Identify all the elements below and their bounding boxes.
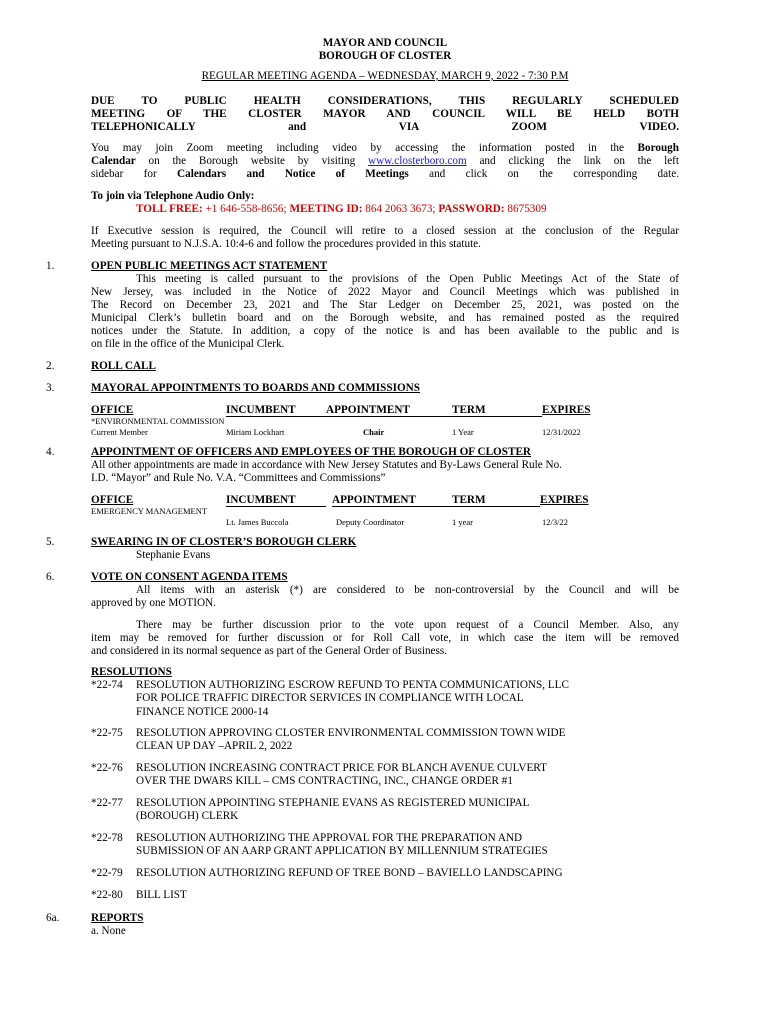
row-term-3: 1 Year xyxy=(452,427,474,437)
col-appointment-4: APPOINTMENT xyxy=(332,494,452,507)
notice-line-1: DUE TO PUBLIC HEALTH CONSIDERATIONS, THIS REGULARLY SCHEDULED xyxy=(91,95,679,107)
opma-line-6: on file in the office of the Municipal Clerk. xyxy=(91,338,285,350)
resolution-number: *22-78 xyxy=(91,832,123,844)
row-appointment-4: Deputy Coordinator xyxy=(336,517,405,527)
row-expires-3: 12/31/2022 xyxy=(542,427,581,437)
opma-line-5: notices under the Statute. In addition, a copy of the notice is and has been available to the public and is xyxy=(91,325,679,337)
appt-line-2: I.D. “Mayor” and Rule No. V.A. “Committees and Commissions” xyxy=(91,472,386,484)
col-expires-4: EXPIRES xyxy=(540,494,589,506)
resolution-number: *22-80 xyxy=(91,889,123,901)
resolution-number: *22-76 xyxy=(91,762,123,774)
toll-free-value: +1 646-558-8656; xyxy=(202,203,290,215)
agenda-title: REGULAR MEETING AGENDA – WEDNESDAY, MARCH 9, 2022 - 7:30 P.M xyxy=(201,70,569,82)
row-office-3: Current Member xyxy=(91,427,148,437)
header-line-2: BOROUGH OF CLOSTER xyxy=(318,50,452,62)
consent-p1-line-2: approved by one MOTION. xyxy=(91,597,216,609)
resolution-line: OVER THE DWARS KILL – CMS CONTRACTING, INC., CHANGE ORDER #1 xyxy=(136,775,513,788)
item-title-6: VOTE ON CONSENT AGENDA ITEMS xyxy=(91,571,288,583)
consent-p2-line-2: item may be removed for further discussion or for Roll Call vote, in which case the item will be removed xyxy=(91,632,679,644)
resolution-line: (BOROUGH) CLERK xyxy=(136,810,239,823)
reports-none: a. None xyxy=(91,925,126,937)
resolution-number: *22-74 xyxy=(91,679,123,691)
resolution-number: *22-77 xyxy=(91,797,123,809)
toll-free-label: TOLL FREE: xyxy=(136,203,203,215)
item-title-3: MAYORAL APPOINTMENTS TO BOARDS AND COMMISSIONS xyxy=(91,382,420,394)
col-incumbent-3: INCUMBENT xyxy=(226,404,326,417)
resolution-line: SUBMISSION OF AN AARP GRANT APPLICATION BY MILLENNIUM STRATEGIES xyxy=(136,845,548,858)
resolution-line: RESOLUTION APPROVING CLOSTER ENVIRONMENTAL COMMISSION TOWN WIDE xyxy=(136,727,566,739)
item-number-6: 6. xyxy=(46,571,55,583)
clerk-name: Stephanie Evans xyxy=(136,549,211,561)
row-incumbent-4: Lt. James Buccola xyxy=(226,517,289,527)
item-number-5: 5. xyxy=(46,536,55,548)
item-number-4: 4. xyxy=(46,446,55,458)
col-office-3: OFFICE xyxy=(91,404,134,416)
opma-line-1: This meeting is called pursuant to the provisions of the Open Public Meetings Act of the State of xyxy=(136,273,679,285)
item-title-6a: REPORTS xyxy=(91,912,144,924)
col-term-4: TERM xyxy=(452,494,540,507)
resolution-line: RESOLUTION AUTHORIZING THE APPROVAL FOR THE PREPARATION AND xyxy=(136,832,523,844)
appt-line-1: All other appointments are made in accordance with New Jersey Statutes and By-Laws General Rule No. xyxy=(91,459,562,471)
row-expires-4: 12/3/22 xyxy=(542,517,568,527)
resolutions-title: RESOLUTIONS xyxy=(91,666,172,678)
group-emergency-management: EMERGENCY MANAGEMENT xyxy=(91,506,208,516)
resolution-text xyxy=(136,832,696,859)
resolution-line: RESOLUTION INCREASING CONTRACT PRICE FOR BLANCH AVENUE CULVERT xyxy=(136,762,547,774)
zoom-line-2 xyxy=(91,155,679,168)
col-office-4: OFFICE xyxy=(91,494,134,506)
notice-line-2: MEETING OF THE CLOSTER MAYOR AND COUNCIL WILL BE HELD BOTH xyxy=(91,108,679,120)
password-value: 8675309 xyxy=(504,203,547,215)
item-title-5: SWEARING IN OF CLOSTER’S BOROUGH CLERK xyxy=(91,536,357,548)
consent-p2-line-3: and considered in its normal sequence as part of the General Order of Business. xyxy=(91,645,448,657)
zoom-line-3 xyxy=(91,168,679,181)
row-appointment-3: Chair xyxy=(363,427,385,437)
exec-line-2: Meeting pursuant to N.J.S.A. 10:4-6 and follow the procedures provided in this statute. xyxy=(91,238,481,250)
item-number-1: 1. xyxy=(46,260,55,272)
resolution-text xyxy=(136,867,696,880)
header-line-1: MAYOR AND COUNCIL xyxy=(322,37,448,49)
resolution-text xyxy=(136,727,696,754)
opma-line-2: New Jersey, was included in the Notice of 2022 Mayor and Council Meetings which was published in xyxy=(91,286,679,298)
opma-line-3: The Record on December 23, 2021 and The Star Ledger on December 25, 2021, was posted on the xyxy=(91,299,679,311)
resolution-line: CLEAN UP DAY –APRIL 2, 2022 xyxy=(136,740,293,753)
audio-label: To join via Telephone Audio Only: xyxy=(91,190,255,202)
col-incumbent-4: INCUMBENT xyxy=(226,494,326,507)
resolution-line: FINANCE NOTICE 2000-14 xyxy=(136,705,269,718)
resolution-text xyxy=(136,679,696,719)
consent-p1-line-1: All items with an asterisk (*) are considered to be non-controversial by the Council and will be xyxy=(136,584,679,596)
col-expires-3: EXPIRES xyxy=(542,404,591,416)
resolution-line: RESOLUTION APPOINTING STEPHANIE EVANS AS REGISTERED MUNICIPAL xyxy=(136,797,530,809)
resolution-text xyxy=(136,762,696,789)
zoom-text-4: sidebar for xyxy=(91,168,178,180)
item-title-1: OPEN PUBLIC MEETINGS ACT STATEMENT xyxy=(91,260,328,272)
item-number-2: 2. xyxy=(46,360,55,372)
zoom-text-5: and click on the corresponding date. xyxy=(408,168,679,180)
zoom-line-1 xyxy=(91,142,679,155)
password-label: PASSWORD: xyxy=(438,203,505,215)
resolution-line: FOR POLICE TRAFFIC DIRECTOR SERVICES IN COMPLIANCE WITH LOCAL xyxy=(136,692,524,705)
notice-line-3: TELEPHONICALLY and VIA ZOOM VIDEO. xyxy=(91,121,679,133)
meeting-id-value: 864 2063 3673; xyxy=(362,203,439,215)
row-incumbent-3: Miriam Lockhart xyxy=(226,427,285,437)
item-number-6a: 6a. xyxy=(46,912,60,924)
closterboro-link[interactable]: www.closterboro.com xyxy=(367,155,467,167)
zoom-bold-borough: Borough xyxy=(637,142,679,154)
resolution-line: RESOLUTION AUTHORIZING ESCROW REFUND TO PENTA COMMUNICATIONS, LLC xyxy=(136,679,569,691)
col-term-3: TERM xyxy=(452,404,542,417)
col-appointment-3: APPOINTMENT xyxy=(326,404,452,417)
zoom-bold-calendar: Calendar xyxy=(91,155,136,167)
item-title-4: APPOINTMENT OF OFFICERS AND EMPLOYEES OF THE BOROUGH OF CLOSTER xyxy=(91,446,531,458)
zoom-text-2: on the Borough website by visiting xyxy=(135,155,368,167)
resolution-text xyxy=(136,889,696,902)
item-title-2: ROLL CALL xyxy=(91,360,156,372)
resolution-text xyxy=(136,797,696,824)
resolution-line: RESOLUTION AUTHORIZING REFUND OF TREE BOND – BAVIELLO LANDSCAPING xyxy=(136,867,563,879)
row-term-4: 1 year xyxy=(452,517,474,527)
zoom-text-1: You may join Zoom meeting including video by accessing the information posted in the xyxy=(91,142,638,154)
zoom-bold-calendars: Calendars and Notice of Meetings xyxy=(177,168,409,180)
dial-in-line xyxy=(136,203,547,216)
resolution-number: *22-75 xyxy=(91,727,123,739)
zoom-text-3: and clicking the link on the left xyxy=(466,155,679,167)
opma-line-4: Municipal Clerk’s bulletin board and on the Borough website, and has remained posted as the required xyxy=(91,312,679,324)
resolution-number: *22-79 xyxy=(91,867,123,879)
meeting-id-label: MEETING ID: xyxy=(289,203,363,215)
group-env-commission: *ENVIRONMENTAL COMMISSION xyxy=(91,416,225,426)
exec-line-1: If Executive session is required, the Council will retire to a closed session at the conclusion of the Regular xyxy=(91,225,679,237)
consent-p2-line-1: There may be further discussion prior to the vote upon request of a Council Member. Also, any xyxy=(136,619,679,631)
item-number-3: 3. xyxy=(46,382,55,394)
resolution-line: BILL LIST xyxy=(136,889,187,901)
